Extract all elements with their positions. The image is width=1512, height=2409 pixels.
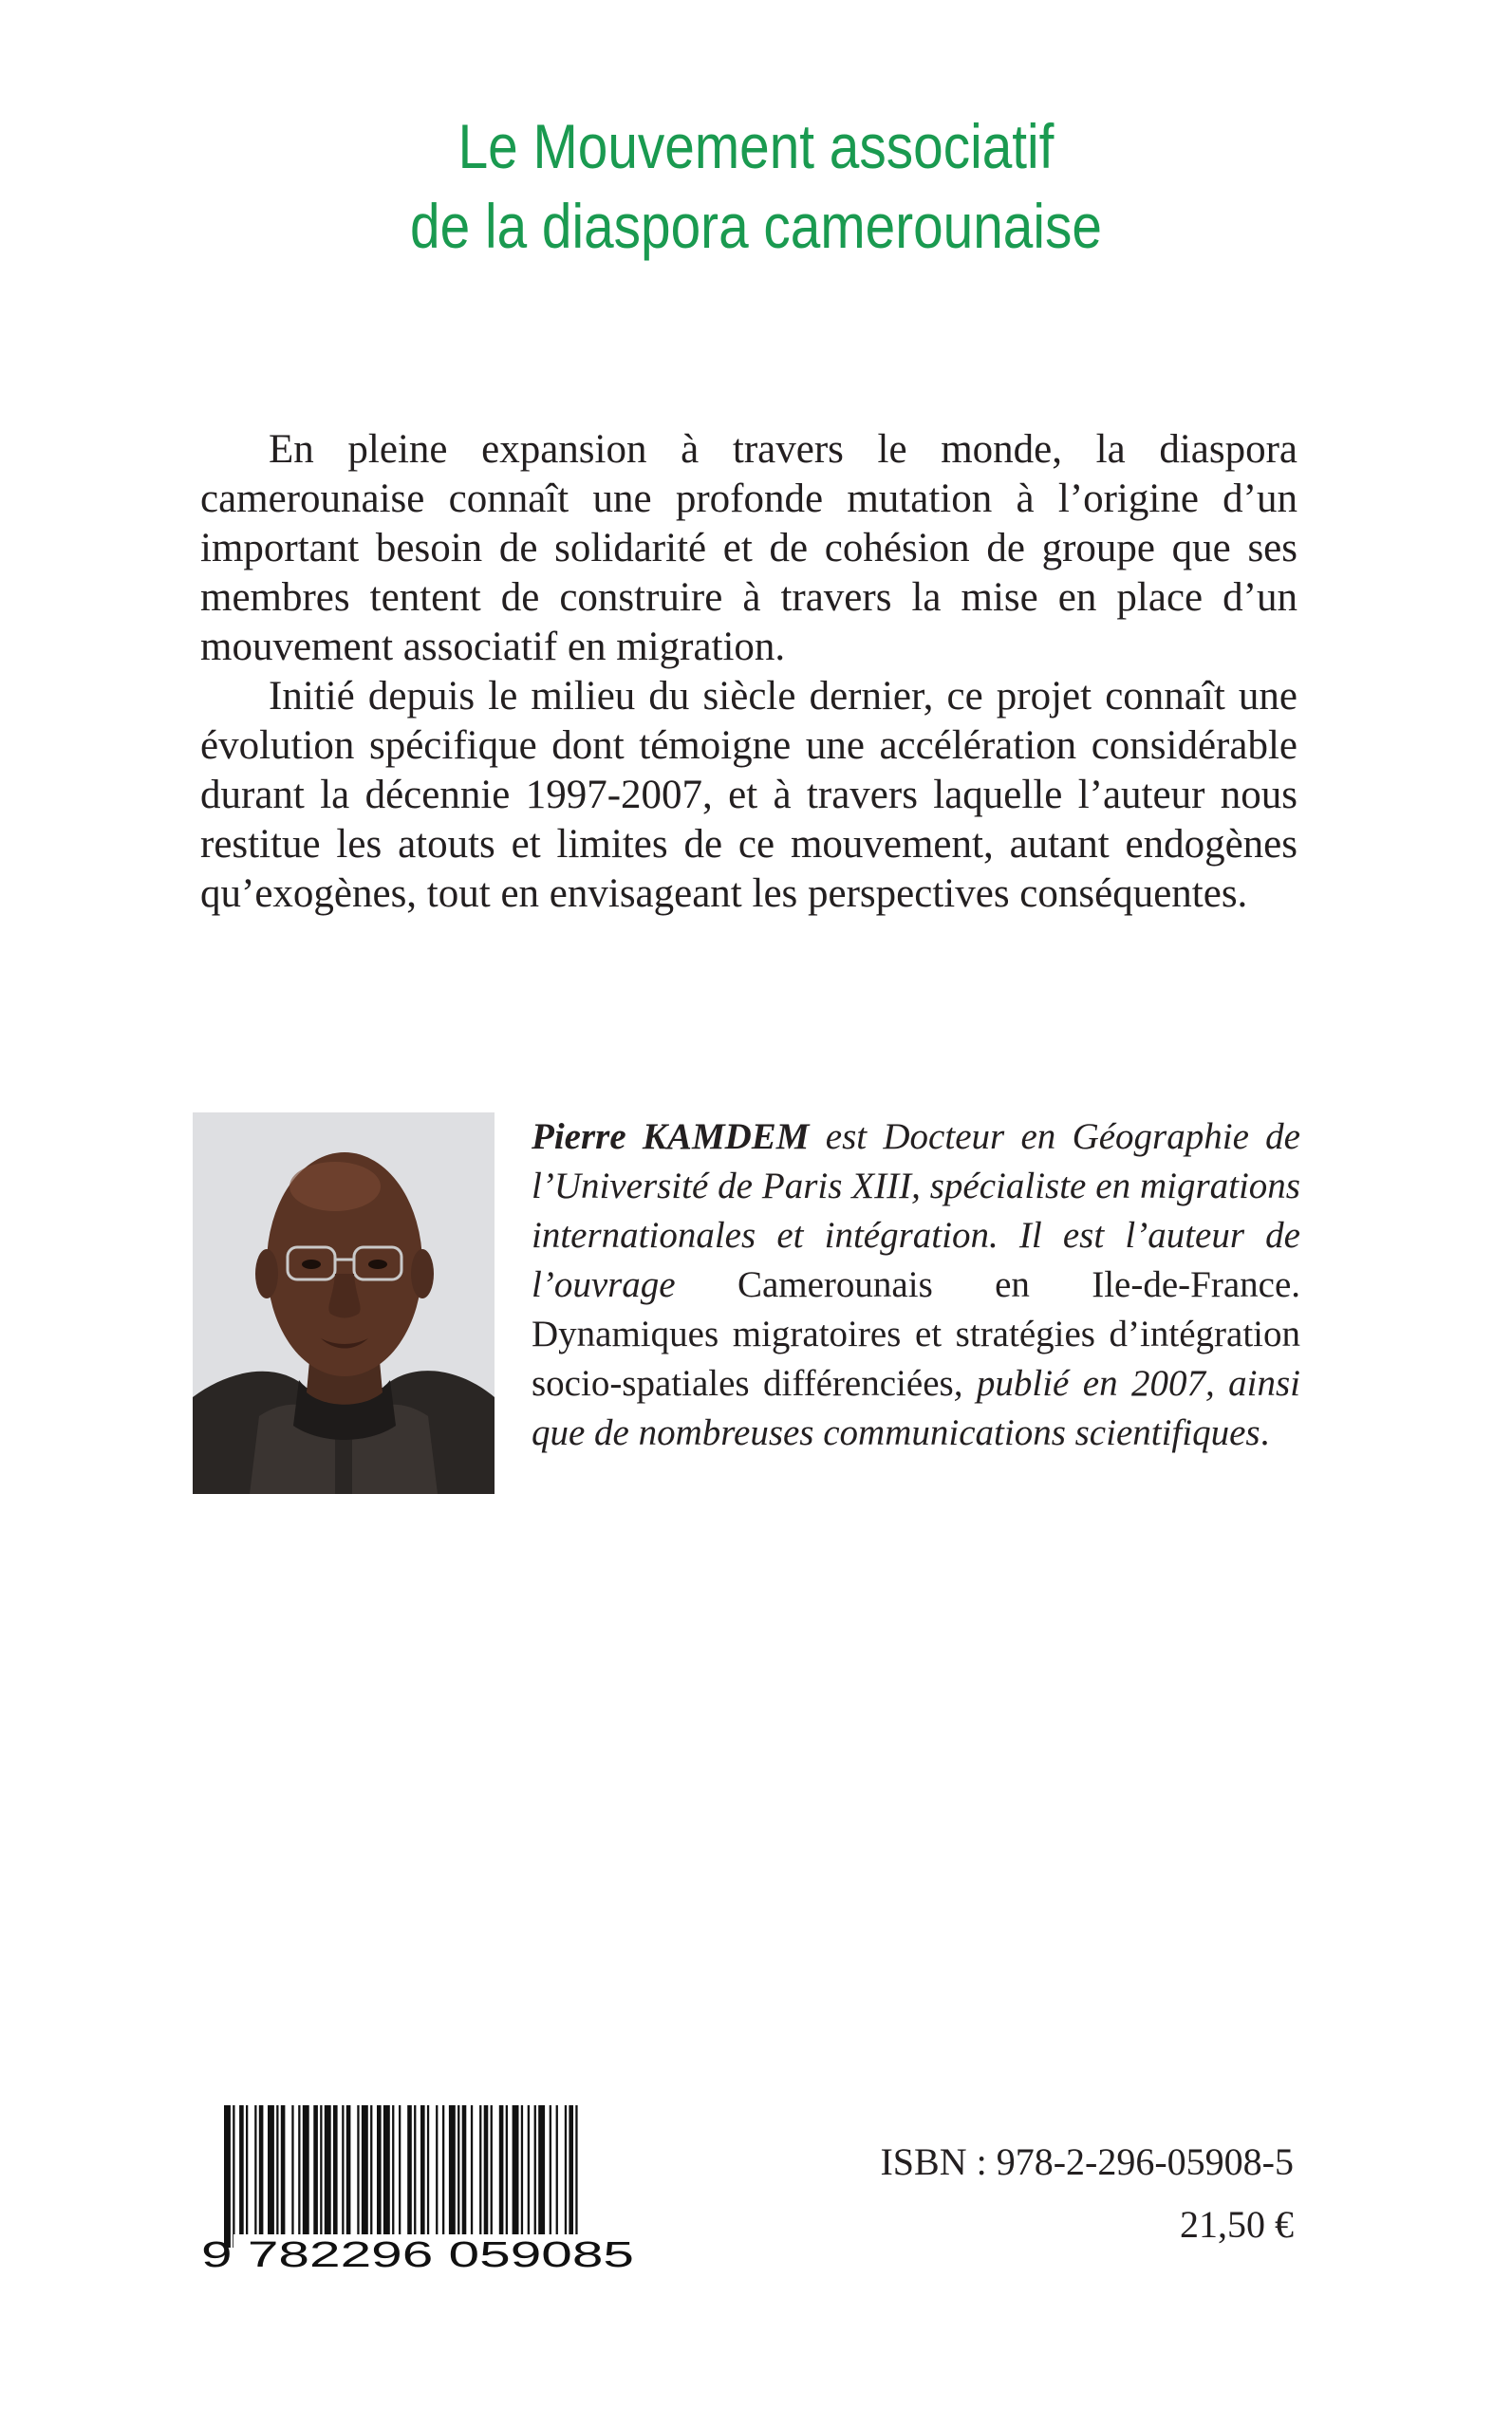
barcode-bar: [442, 2105, 444, 2234]
author-bio-part-1: est Docteur en Géographie de l’Université de Paris XIII, spécialiste en migrations internationales et intégration. Il est l’auteur de l’ouvrage: [532, 1116, 1300, 1305]
isbn-number: ISBN : 978-2-296-05908-5: [880, 2140, 1294, 2183]
barcode-bar: [362, 2105, 368, 2234]
barcode-bar: [484, 2105, 489, 2234]
barcode-bar: [259, 2105, 264, 2234]
author-bio: [532, 1112, 1300, 1458]
barcode-bar: [313, 2105, 318, 2234]
barcode-bar: [392, 2105, 394, 2234]
barcode-bar: [479, 2105, 481, 2234]
author-bio-part-2: , publié en 2007, ainsi que de nombreuses communications scientifiques: [532, 1363, 1301, 1453]
barcode-bar: [457, 2105, 459, 2234]
barcode-bar: [471, 2105, 473, 2234]
author-bio-end: .: [1260, 1412, 1270, 1453]
barcode-bar: [565, 2105, 567, 2234]
barcode-digits: 9 782296 059085: [201, 2235, 634, 2270]
barcode-bar: [281, 2105, 286, 2234]
barcode-bar: [427, 2105, 429, 2234]
barcode-bar: [420, 2105, 425, 2234]
author-name: Pierre KAMDEM: [532, 1116, 810, 1157]
price: 21,50 €: [1180, 2203, 1294, 2246]
barcode-bar: [346, 2105, 351, 2234]
barcode-bar: [521, 2105, 523, 2234]
barcode-bar: [303, 2105, 309, 2234]
book-title: [106, 106, 1407, 266]
barcode-bar: [414, 2105, 416, 2234]
barcode-bar: [325, 2105, 331, 2234]
author-book-title: Camerounais en Ile-de-France. Dynamiques migratoires et stratégies d’intégration socio-spatiales différenciées: [532, 1264, 1300, 1404]
barcode-bar: [233, 2105, 234, 2248]
blurb-paragraph-1: En pleine expansion à travers le monde, la diaspora camerounaise connaît une profonde mutation à l’origine d’un important besoin de solidarité et de cohésion de groupe que ses membres tentent de construire à travers la mise en place d’un mouvement associatif en migration.: [200, 427, 1297, 669]
barcode-bar: [407, 2105, 412, 2248]
blurb-paragraph-2: Initié depuis le milieu du siècle dernier, ce projet connaît une évolution spécifique dont témoigne une accélération considérable durant la décennie 1997-2007, et à travers laquelle l’auteur nous restitue les atouts et limites de ce mouvement, autant endogènes qu’exogènes, tout en envisageant les perspectives conséquentes.: [200, 674, 1297, 916]
author-photo: [193, 1112, 495, 1494]
barcode-bar: [462, 2105, 467, 2234]
barcode-bar: [320, 2105, 322, 2234]
title-line-1: Le Mouvement associatif: [457, 111, 1055, 181]
barcode-bar: [276, 2105, 278, 2234]
barcode-bar: [575, 2105, 577, 2248]
barcode-bar: [449, 2105, 456, 2234]
barcode-bar: [506, 2105, 508, 2234]
barcode-bar: [499, 2105, 504, 2234]
barcode-bar: [556, 2105, 558, 2234]
barcode-bar: [342, 2105, 344, 2234]
barcode-bar: [550, 2105, 551, 2234]
barcode-bar: [333, 2105, 338, 2234]
barcode-bar: [298, 2105, 300, 2234]
barcode-bar: [224, 2105, 231, 2248]
barcode-bar: [377, 2105, 382, 2234]
barcode-bar: [370, 2105, 372, 2234]
barcode-bar: [436, 2105, 438, 2234]
barcode-bar: [569, 2105, 573, 2234]
barcode-bar: [528, 2105, 530, 2234]
barcode-bar: [246, 2105, 248, 2234]
barcode-bar: [538, 2105, 545, 2234]
barcode-bar: [399, 2105, 401, 2248]
back-cover-blurb: [200, 425, 1297, 919]
barcode-bar: [254, 2105, 256, 2234]
title-line-2: de la diaspora camerounaise: [410, 191, 1102, 261]
barcode-bar: [291, 2105, 293, 2234]
barcode-bar: [534, 2105, 536, 2234]
barcode-bar: [268, 2105, 274, 2234]
barcode-bar: [513, 2105, 519, 2234]
barcode-bar: [491, 2105, 493, 2234]
barcode-bar: [357, 2105, 359, 2234]
barcode-bar: [239, 2105, 244, 2234]
barcode-bar: [383, 2105, 390, 2234]
isbn-barcode: [197, 2105, 636, 2270]
